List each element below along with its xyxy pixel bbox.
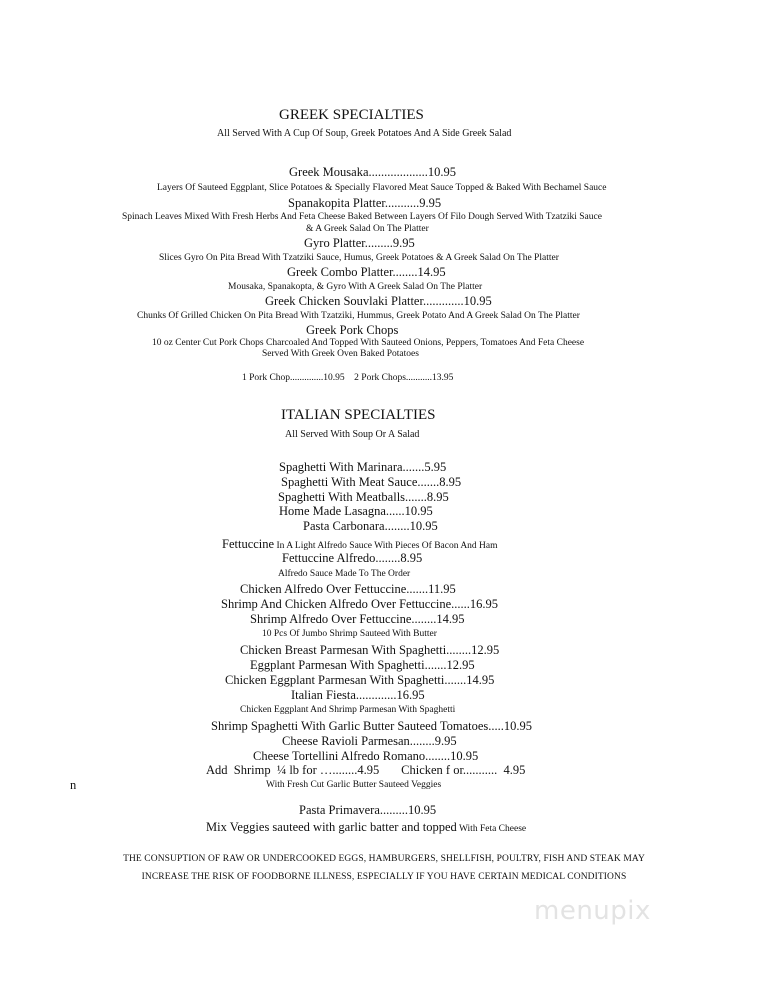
- menu-item-desc-mousaka: Layers Of Sauteed Eggplant, Slice Potatoes & Specially Flavored Meat Sauce Topped & Baked With Bechamel Sauce: [157, 183, 607, 193]
- italian-section-subtitle: All Served With Soup Or A Salad: [285, 429, 420, 440]
- add-on-desc: With Fresh Cut Garlic Butter Sauteed Veggies: [266, 780, 442, 790]
- disclaimer-line-2: INCREASE THE RISK OF FOODBORNE ILLNESS, ESPECIALLY IF YOU HAVE CERTAIN MEDICAL CONDITIONS: [141, 872, 627, 882]
- menu-item-desc-spanakopita-2: & A Greek Salad On The Platter: [306, 224, 429, 234]
- stray-character: n: [70, 778, 77, 792]
- menu-item-chicken-parmesan: Chicken Breast Parmesan With Spaghetti........12.95: [240, 643, 500, 657]
- menu-item-desc-souvlaki: Chunks Of Grilled Chicken On Pita Bread With Tzatziki, Hummus, Greek Potato And A Greek Salad On The Platter: [137, 311, 580, 321]
- menu-item-shrimp-spaghetti: Shrimp Spaghetti With Garlic Butter Sauteed Tomatoes.....10.95: [211, 719, 533, 733]
- menu-item-spanakopita: Spanakopita Platter...........9.95: [288, 196, 442, 210]
- fettuccine-name: Fettuccine: [222, 537, 275, 551]
- menu-item-desc-fiesta: Chicken Eggplant And Shrimp Parmesan With Spaghetti: [240, 705, 456, 715]
- menu-item-chicken-alfredo: Chicken Alfredo Over Fettuccine.......11.95: [240, 582, 456, 596]
- italian-section-title: ITALIAN SPECIALTIES: [281, 407, 436, 423]
- menu-item-pasta-primavera: Pasta Primavera.........10.95: [299, 803, 437, 817]
- menu-item-shrimp-chicken-alfredo: Shrimp And Chicken Alfredo Over Fettuccine......16.95: [221, 597, 499, 611]
- menu-item-desc-alfredo: Alfredo Sauce Made To The Order: [278, 569, 411, 579]
- greek-section-title: GREEK SPECIALTIES: [279, 107, 424, 123]
- menu-item-fettuccine-alfredo: Fettuccine Alfredo........8.95: [282, 551, 423, 565]
- menu-item-desc-pork-2: Served With Greek Oven Baked Potatoes: [262, 349, 419, 359]
- fettuccine-desc: In A Light Alfredo Sauce With Pieces Of Bacon And Ham: [274, 541, 498, 551]
- menu-item-gyro-platter: Gyro Platter.........9.95: [304, 236, 415, 250]
- menupix-watermark: menupix: [534, 896, 651, 926]
- menu-item-desc-primavera: [206, 819, 526, 835]
- menu-item-fettuccine-bacon-ham: [222, 536, 498, 552]
- menu-item-shrimp-alfredo: Shrimp Alfredo Over Fettuccine........14.95: [250, 612, 465, 626]
- menu-item-pork-chops: Greek Pork Chops: [306, 323, 399, 337]
- menu-item-souvlaki: Greek Chicken Souvlaki Platter.............10.95: [265, 294, 492, 308]
- menu-item-eggplant-parmesan: Eggplant Parmesan With Spaghetti.......12.95: [250, 658, 475, 672]
- greek-section-subtitle: All Served With A Cup Of Soup, Greek Potatoes And A Side Greek Salad: [217, 128, 512, 139]
- add-on-prices: Add Shrimp ¼ lb for …........4.95 Chicken f or........... 4.95: [206, 763, 526, 777]
- menu-item-spaghetti-meat-sauce: Spaghetti With Meat Sauce.......8.95: [281, 475, 462, 489]
- primavera-desc-main: Mix Veggies sauteed with garlic batter and topped: [206, 820, 457, 834]
- menu-item-greek-mousaka: Greek Mousaka...................10.95: [289, 165, 456, 179]
- primavera-desc-small: With Feta Cheese: [456, 824, 527, 834]
- menu-item-lasagna: Home Made Lasagna......10.95: [279, 504, 433, 518]
- menu-item-cheese-ravioli: Cheese Ravioli Parmesan........9.95: [282, 734, 457, 748]
- menu-item-cheese-tortellini: Cheese Tortellini Alfredo Romano........10.95: [253, 749, 479, 763]
- menu-item-greek-combo: Greek Combo Platter........14.95: [287, 265, 446, 279]
- pork-chop-prices: 1 Pork Chop..............10.95 2 Pork Chops...........13.95: [242, 373, 454, 383]
- menu-item-desc-combo: Mousaka, Spanakopta, & Gyro With A Greek Salad On The Platter: [228, 282, 483, 292]
- menu-item-desc-spanakopita-1: Spinach Leaves Mixed With Fresh Herbs And Feta Cheese Baked Between Layers Of Filo Dough Served With Tzatziki Sauce: [122, 212, 602, 222]
- disclaimer-line-1: THE CONSUPTION OF RAW OR UNDERCOOKED EGGS, HAMBURGERS, SHELLFISH, POULTRY, FISH AND STEAK MAY: [123, 854, 645, 864]
- menu-item-italian-fiesta: Italian Fiesta.............16.95: [291, 688, 425, 702]
- menu-item-pasta-carbonara: Pasta Carbonara........10.95: [303, 519, 438, 533]
- menu-item-chicken-eggplant-parmesan: Chicken Eggplant Parmesan With Spaghetti.......14.95: [225, 673, 495, 687]
- menu-item-spaghetti-meatballs: Spaghetti With Meatballs.......8.95: [278, 490, 449, 504]
- menu-item-desc-gyro: Slices Gyro On Pita Bread With Tzatziki Sauce, Humus, Greek Potatoes & A Greek Salad On The Platter: [159, 253, 559, 263]
- menu-item-desc-pork-1: 10 oz Center Cut Pork Chops Charcoaled And Topped With Sauteed Onions, Peppers, Tomatoes And Feta Cheese: [152, 338, 585, 348]
- menu-item-desc-shrimp-alfredo: 10 Pcs Of Jumbo Shrimp Sauteed With Butter: [262, 629, 437, 639]
- menu-item-spaghetti-marinara: Spaghetti With Marinara.......5.95: [279, 460, 447, 474]
